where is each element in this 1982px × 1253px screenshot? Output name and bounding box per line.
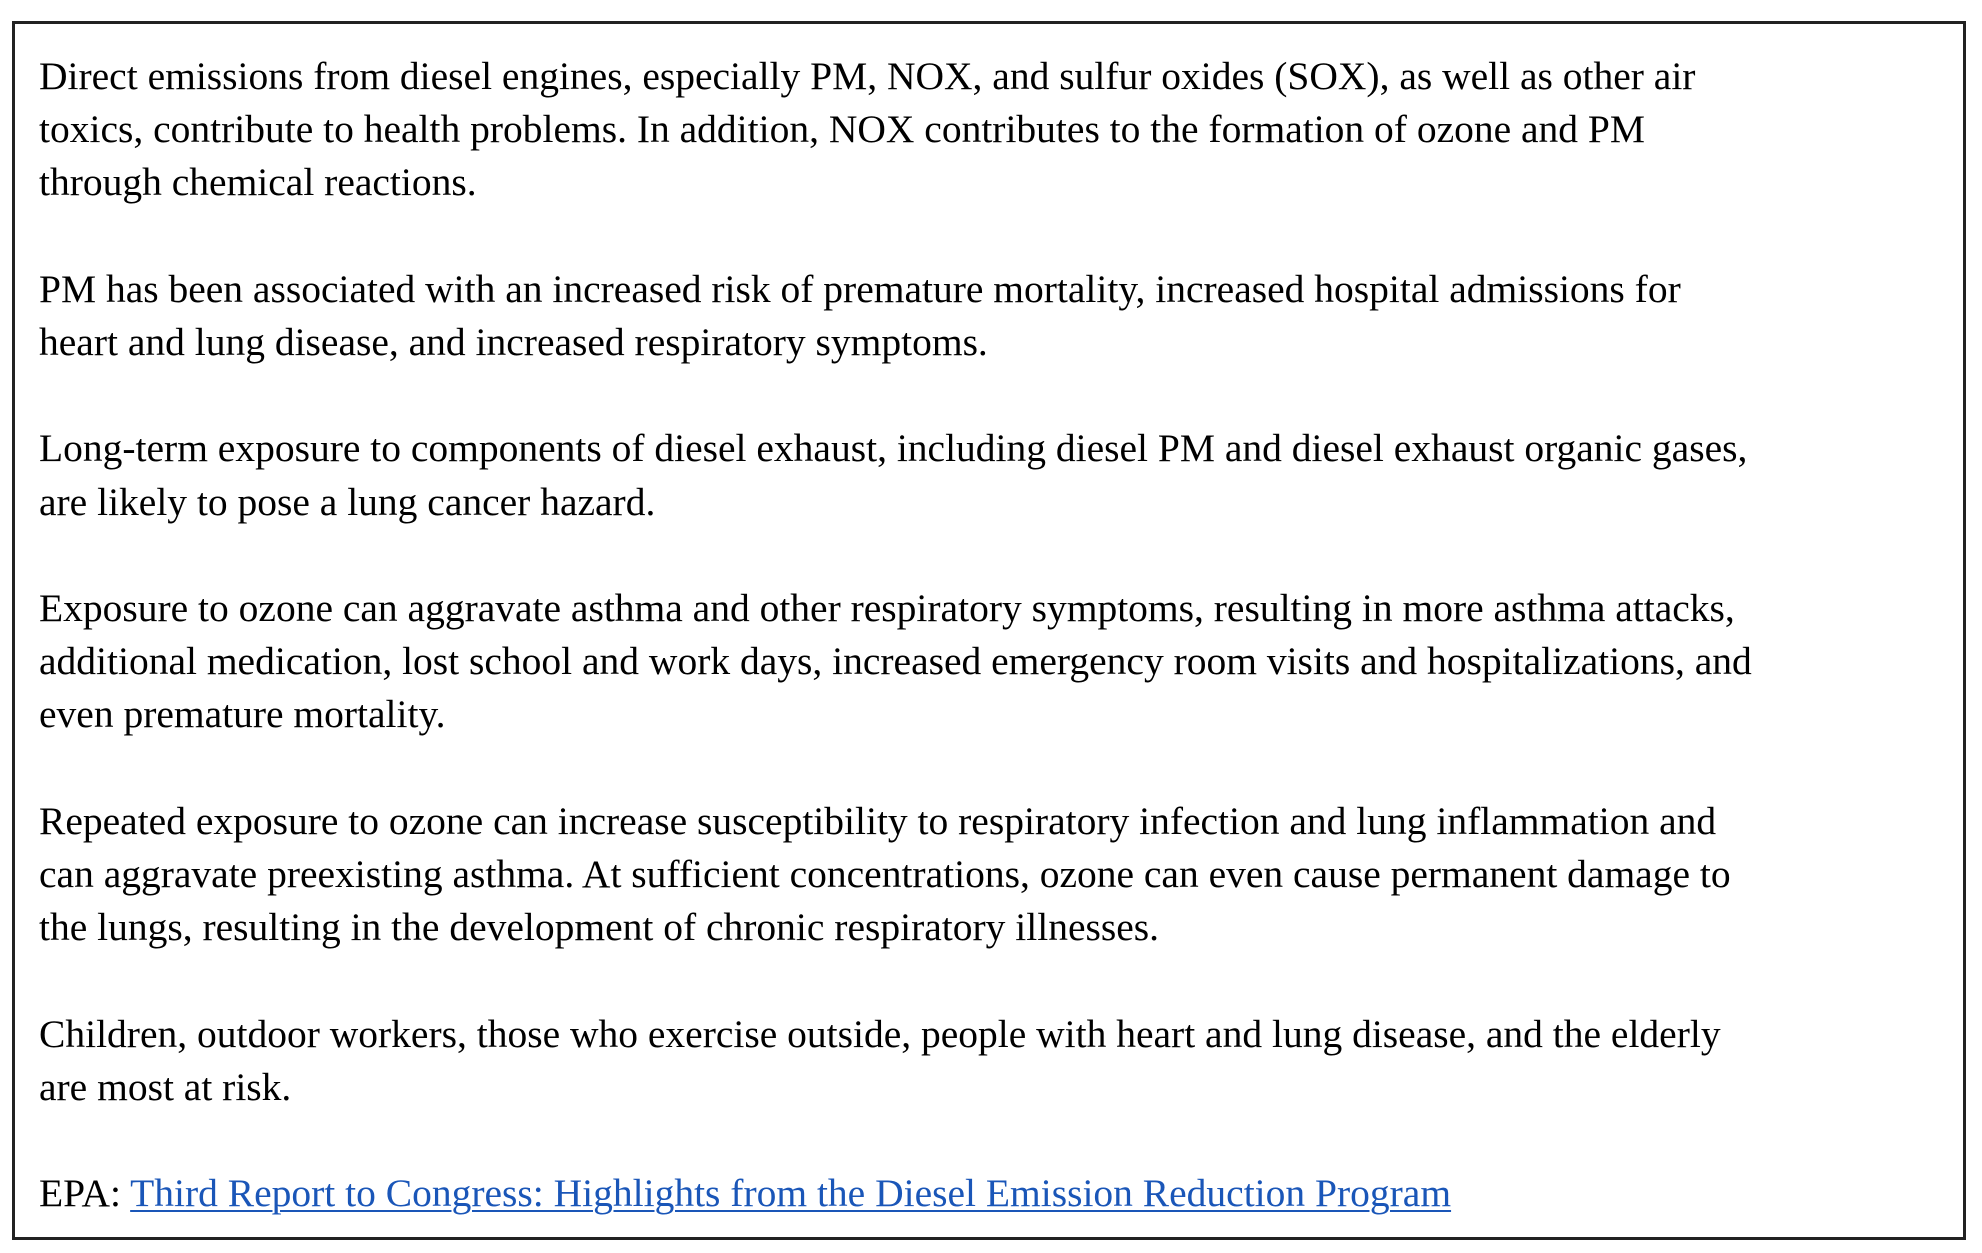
paragraph-line: PM has been associated with an increased risk of premature mortality, increased hospital admissions for [39,266,1681,311]
paragraph-line: the lungs, resulting in the development of chronic respiratory illnesses. [39,905,1160,950]
paragraph-lung-cancer [39,422,1959,528]
paragraph-line: Exposure to ozone can aggravate asthma and other respiratory symptoms, resulting in more asthma attacks, [39,585,1735,630]
paragraph-line: Direct emissions from diesel engines, especially PM, NOX, and sulfur oxides (SOX), as well as other air [39,54,1696,98]
paragraph-line: Long-term exposure to components of diesel exhaust, including diesel PM and diesel exhaust organic gases, [39,426,1748,471]
paragraph-at-risk [39,1008,1959,1114]
paragraph-line: can aggravate preexisting asthma. At sufficient concentrations, ozone can even cause permanent damage to [39,851,1731,896]
paragraph-repeated-ozone [39,795,1959,955]
paragraph-pm-health [39,263,1959,369]
document-content [39,50,1959,1220]
paragraph-line: toxics, contribute to health problems. In addition, NOX contributes to the formation of ozone and PM [39,107,1646,152]
paragraph-line: Children, outdoor workers, those who exercise outside, people with heart and lung disease, and the elderly [39,1011,1721,1056]
paragraph-line: even premature mortality. [39,692,446,737]
paragraph-line: are most at risk. [39,1064,292,1109]
source-prefix: EPA: [39,1171,131,1216]
paragraph-line: are likely to pose a lung cancer hazard. [39,479,656,524]
paragraph-line: through chemical reactions. [39,160,477,205]
paragraph-line: additional medication, lost school and work days, increased emergency room visits and hospitalizations, and [39,639,1752,684]
paragraph-line: heart and lung disease, and increased respiratory symptoms. [39,320,988,364]
source-citation [39,1167,1959,1220]
paragraph-line: Repeated exposure to ozone can increase susceptibility to respiratory infection and lung inflammation and [39,798,1717,843]
paragraph-ozone-exposure [39,582,1959,742]
paragraph-diesel-emissions [39,50,1959,210]
document-frame [12,21,1966,1240]
report-link[interactable]: Third Report to Congress: Highlights from the Diesel Emission Reduction Program [130,1171,1452,1216]
